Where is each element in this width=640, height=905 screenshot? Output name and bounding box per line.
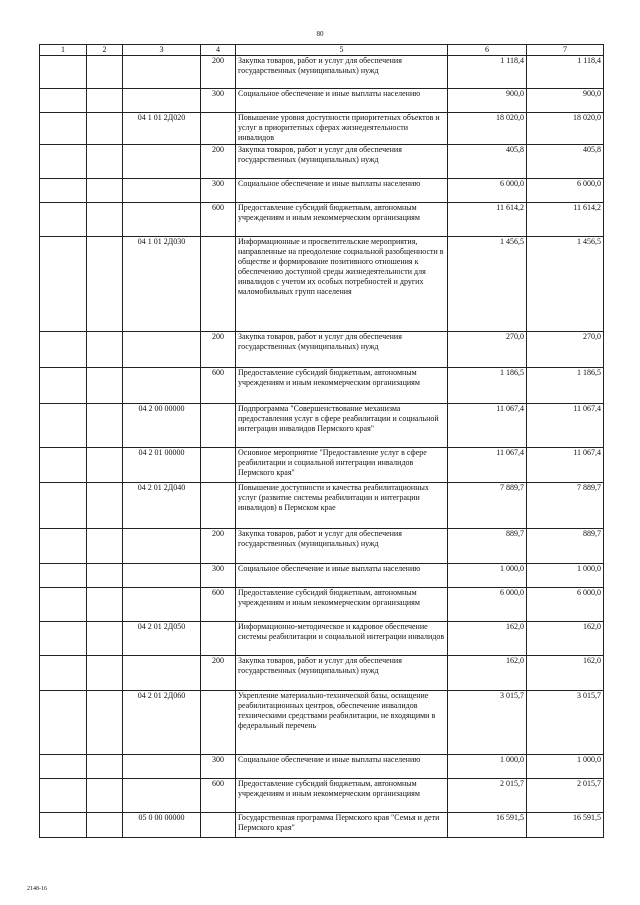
item-name: Социальное обеспечение и иные выплаты населению	[236, 755, 448, 779]
table-row	[40, 89, 604, 113]
target-article-code: 04 1 01 2Д020	[123, 113, 201, 145]
amount-col7: 3 015,7	[527, 691, 604, 755]
cell-col1	[40, 89, 87, 113]
amount-col6: 11 067,4	[448, 448, 527, 483]
target-article-code	[123, 56, 201, 89]
expense-type-code	[201, 691, 236, 755]
column-header: 4	[201, 45, 236, 56]
amount-col6: 162,0	[448, 656, 527, 691]
cell-col2	[87, 529, 123, 564]
target-article-code: 04 2 00 00000	[123, 404, 201, 448]
cell-col1	[40, 529, 87, 564]
amount-col6: 16 591,5	[448, 813, 527, 838]
amount-col6: 2 015,7	[448, 779, 527, 813]
cell-col2	[87, 656, 123, 691]
cell-col1	[40, 483, 87, 529]
table-row	[40, 332, 604, 368]
table-row	[40, 691, 604, 755]
amount-col7: 405,8	[527, 145, 604, 179]
amount-col7: 162,0	[527, 656, 604, 691]
column-header: 5	[236, 45, 448, 56]
amount-col6: 3 015,7	[448, 691, 527, 755]
amount-col6: 6 000,0	[448, 588, 527, 622]
item-name: Информационные и просветительские мероприятия, направленные на преодоление социальной разобщенности в обществе и формирование позитивного отношения к обеспечению доступной среды жизнедеятельности для инвалидов с учетом их особых потребностей и других маломобильных групп населения	[236, 237, 448, 332]
table-header-row	[40, 45, 604, 56]
cell-col1	[40, 622, 87, 656]
table-row	[40, 779, 604, 813]
table-row	[40, 529, 604, 564]
cell-col1	[40, 588, 87, 622]
item-name: Предоставление субсидий бюджетным, автономным учреждениям и иным некоммерческим организациям	[236, 203, 448, 237]
column-header: 7	[527, 45, 604, 56]
cell-col1	[40, 145, 87, 179]
cell-col2	[87, 56, 123, 89]
item-name: Повышение доступности и качества реабилитационных услуг (развитие системы реабилитации и интеграции инвалидов) в Пермском крае	[236, 483, 448, 529]
expense-type-code: 300	[201, 89, 236, 113]
column-header: 3	[123, 45, 201, 56]
cell-col2	[87, 332, 123, 368]
expense-type-code: 600	[201, 588, 236, 622]
cell-col2	[87, 622, 123, 656]
expense-type-code: 200	[201, 332, 236, 368]
cell-col1	[40, 332, 87, 368]
expense-type-code: 200	[201, 56, 236, 89]
cell-col2	[87, 237, 123, 332]
cell-col2	[87, 755, 123, 779]
target-article-code	[123, 588, 201, 622]
item-name: Социальное обеспечение и иные выплаты населению	[236, 179, 448, 203]
target-article-code	[123, 145, 201, 179]
expense-type-code	[201, 404, 236, 448]
cell-col2	[87, 113, 123, 145]
table-row	[40, 145, 604, 179]
item-name: Социальное обеспечение и иные выплаты населению	[236, 89, 448, 113]
column-header: 1	[40, 45, 87, 56]
cell-col2	[87, 89, 123, 113]
expense-type-code: 200	[201, 656, 236, 691]
table-row	[40, 622, 604, 656]
expense-type-code	[201, 483, 236, 529]
expense-type-code	[201, 113, 236, 145]
expense-type-code: 300	[201, 755, 236, 779]
table-row	[40, 755, 604, 779]
cell-col2	[87, 779, 123, 813]
cell-col1	[40, 237, 87, 332]
cell-col1	[40, 368, 87, 404]
amount-col7: 1 000,0	[527, 564, 604, 588]
item-name: Основное мероприятие "Предоставление услуг в сфере реабилитации и социальной интеграции инвалидов Пермского края"	[236, 448, 448, 483]
table-row	[40, 448, 604, 483]
table-row	[40, 203, 604, 237]
target-article-code: 04 2 01 2Д040	[123, 483, 201, 529]
expense-type-code	[201, 622, 236, 656]
amount-col6: 7 889,7	[448, 483, 527, 529]
cell-col2	[87, 145, 123, 179]
cell-col1	[40, 56, 87, 89]
item-name: Укрепление материально-технической базы, оснащение реабилитационных центров, обеспечение инвалидов техническими средствами реабилитации, не входящими в федеральный перечень	[236, 691, 448, 755]
target-article-code: 05 0 00 00000	[123, 813, 201, 838]
amount-col6: 11 614,2	[448, 203, 527, 237]
item-name: Государственная программа Пермского края "Семья и дети Пермского края"	[236, 813, 448, 838]
item-name: Предоставление субсидий бюджетным, автономным учреждениям и иным некоммерческим организациям	[236, 779, 448, 813]
amount-col6: 6 000,0	[448, 179, 527, 203]
amount-col7: 6 000,0	[527, 179, 604, 203]
amount-col7: 889,7	[527, 529, 604, 564]
cell-col2	[87, 368, 123, 404]
cell-col2	[87, 813, 123, 838]
item-name: Предоставление субсидий бюджетным, автономным учреждениям и иным некоммерческим организациям	[236, 368, 448, 404]
amount-col6: 1 000,0	[448, 755, 527, 779]
amount-col7: 11 614,2	[527, 203, 604, 237]
cell-col2	[87, 448, 123, 483]
target-article-code	[123, 368, 201, 404]
amount-col7: 1 186,5	[527, 368, 604, 404]
item-name: Повышение уровня доступности приоритетных объектов и услуг в приоритетных сферах жизнедеятельности инвалидов	[236, 113, 448, 145]
target-article-code	[123, 779, 201, 813]
cell-col1	[40, 448, 87, 483]
amount-col6: 18 020,0	[448, 113, 527, 145]
target-article-code	[123, 203, 201, 237]
page-number: 80	[316, 30, 324, 38]
amount-col7: 18 020,0	[527, 113, 604, 145]
item-name: Подпрограмма "Совершенствование механизма предоставления услуг в сфере реабилитации и социальной интеграции инвалидов Пермского края"	[236, 404, 448, 448]
cell-col2	[87, 483, 123, 529]
table-row	[40, 113, 604, 145]
amount-col6: 1 118,4	[448, 56, 527, 89]
amount-col7: 162,0	[527, 622, 604, 656]
amount-col7: 1 456,5	[527, 237, 604, 332]
cell-col2	[87, 564, 123, 588]
table-row	[40, 404, 604, 448]
item-name: Закупка товаров, работ и услуг для обеспечения государственных (муниципальных) нужд	[236, 145, 448, 179]
amount-col7: 6 000,0	[527, 588, 604, 622]
amount-col6: 1 000,0	[448, 564, 527, 588]
table-row	[40, 56, 604, 89]
amount-col6: 11 067,4	[448, 404, 527, 448]
cell-col1	[40, 113, 87, 145]
item-name: Закупка товаров, работ и услуг для обеспечения государственных (муниципальных) нужд	[236, 56, 448, 89]
amount-col7: 11 067,4	[527, 404, 604, 448]
target-article-code: 04 2 01 2Д060	[123, 691, 201, 755]
cell-col2	[87, 588, 123, 622]
target-article-code	[123, 332, 201, 368]
column-header: 6	[448, 45, 527, 56]
amount-col6: 162,0	[448, 622, 527, 656]
cell-col2	[87, 203, 123, 237]
cell-col2	[87, 404, 123, 448]
amount-col6: 270,0	[448, 332, 527, 368]
amount-col7: 2 015,7	[527, 779, 604, 813]
cell-col1	[40, 691, 87, 755]
target-article-code	[123, 529, 201, 564]
amount-col7: 7 889,7	[527, 483, 604, 529]
table-row	[40, 483, 604, 529]
amount-col6: 1 186,5	[448, 368, 527, 404]
amount-col6: 889,7	[448, 529, 527, 564]
cell-col1	[40, 179, 87, 203]
amount-col7: 900,0	[527, 89, 604, 113]
document-code: 2148-16	[27, 886, 47, 892]
target-article-code: 04 1 01 2Д030	[123, 237, 201, 332]
item-name: Информационно-методическое и кадровое обеспечение системы реабилитации и социальной интеграции инвалидов	[236, 622, 448, 656]
target-article-code	[123, 179, 201, 203]
amount-col6: 1 456,5	[448, 237, 527, 332]
target-article-code	[123, 755, 201, 779]
expense-type-code: 200	[201, 145, 236, 179]
amount-col7: 16 591,5	[527, 813, 604, 838]
table-row	[40, 588, 604, 622]
table-row	[40, 656, 604, 691]
amount-col7: 270,0	[527, 332, 604, 368]
table-row	[40, 564, 604, 588]
table-row	[40, 813, 604, 838]
cell-col1	[40, 404, 87, 448]
cell-col1	[40, 813, 87, 838]
amount-col7: 1 118,4	[527, 56, 604, 89]
expense-type-code: 600	[201, 203, 236, 237]
expense-type-code: 600	[201, 368, 236, 404]
expense-type-code: 600	[201, 779, 236, 813]
column-header: 2	[87, 45, 123, 56]
cell-col1	[40, 564, 87, 588]
amount-col7: 11 067,4	[527, 448, 604, 483]
item-name: Закупка товаров, работ и услуг для обеспечения государственных (муниципальных) нужд	[236, 529, 448, 564]
table-row	[40, 179, 604, 203]
cell-col1	[40, 203, 87, 237]
expense-type-code	[201, 813, 236, 838]
amount-col6: 900,0	[448, 89, 527, 113]
expense-type-code	[201, 237, 236, 332]
cell-col2	[87, 691, 123, 755]
target-article-code	[123, 89, 201, 113]
target-article-code	[123, 564, 201, 588]
budget-table	[39, 44, 604, 838]
item-name: Предоставление субсидий бюджетным, автономным учреждениям и иным некоммерческим организациям	[236, 588, 448, 622]
cell-col1	[40, 779, 87, 813]
target-article-code	[123, 656, 201, 691]
expense-type-code: 300	[201, 564, 236, 588]
item-name: Социальное обеспечение и иные выплаты населению	[236, 564, 448, 588]
item-name: Закупка товаров, работ и услуг для обеспечения государственных (муниципальных) нужд	[236, 332, 448, 368]
table-row	[40, 368, 604, 404]
cell-col1	[40, 656, 87, 691]
target-article-code: 04 2 01 00000	[123, 448, 201, 483]
table-row	[40, 237, 604, 332]
amount-col6: 405,8	[448, 145, 527, 179]
expense-type-code: 300	[201, 179, 236, 203]
amount-col7: 1 000,0	[527, 755, 604, 779]
expense-type-code: 200	[201, 529, 236, 564]
item-name: Закупка товаров, работ и услуг для обеспечения государственных (муниципальных) нужд	[236, 656, 448, 691]
target-article-code: 04 2 01 2Д050	[123, 622, 201, 656]
cell-col1	[40, 755, 87, 779]
expense-type-code	[201, 448, 236, 483]
cell-col2	[87, 179, 123, 203]
